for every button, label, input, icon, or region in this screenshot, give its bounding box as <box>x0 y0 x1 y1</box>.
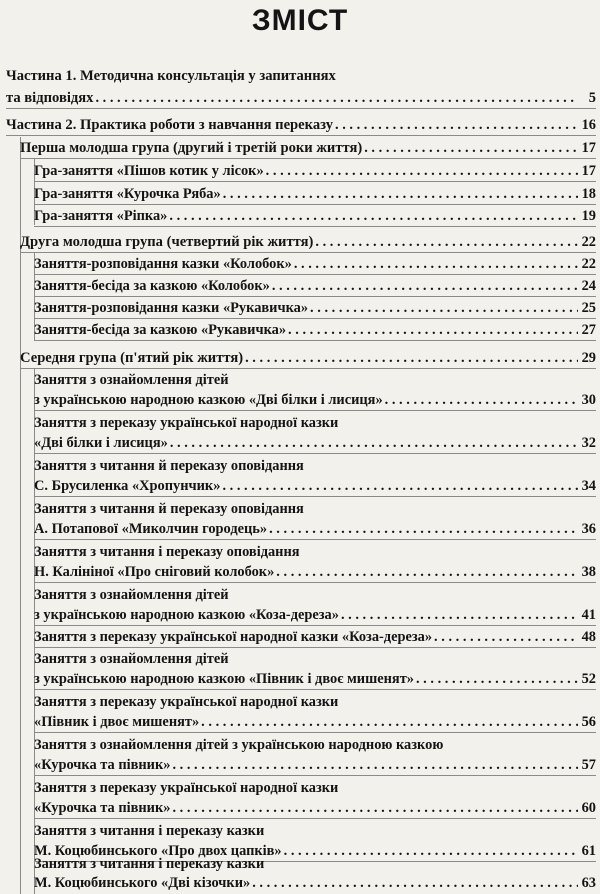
toc-entry-line1: Заняття з читання й переказу оповідання <box>34 458 304 474</box>
toc-entry-group[interactable]: Друга молодша група (четвертий рік життя) . . . 22 <box>20 231 596 253</box>
toc-entry-part1-line1[interactable]: Частина 1. Методична консультація у запитаннях <box>6 68 336 84</box>
toc-entry[interactable]: Заняття-бесіда за казкою «Колобок» . . . 24 <box>34 275 596 297</box>
dot-leader <box>434 626 578 647</box>
dot-leader <box>266 160 578 181</box>
dot-leader <box>172 797 578 818</box>
dot-leader <box>95 87 578 108</box>
toc-entry-line1: Заняття з ознайомлення дітей <box>34 587 229 603</box>
dot-leader <box>310 297 578 318</box>
dot-leader <box>272 275 578 296</box>
dot-leader <box>169 205 578 226</box>
toc-entry[interactable]: Гра-заняття «Пішов котик у лісок» . . . 17 <box>34 160 596 182</box>
toc-entry[interactable]: «Курочка та півник» . . . 57 <box>34 754 596 776</box>
toc-entry[interactable]: Н. Калініної «Про сніговий колобок» . . . 38 <box>34 561 596 583</box>
toc-entry[interactable]: Заняття-розповідання казки «Колобок» . . . 22 <box>34 253 596 275</box>
toc-entry-line1: Заняття з читання і переказу казки <box>34 856 265 872</box>
toc-entry[interactable]: з українською народною казкою «Півник і двоє мишенят» . . . 52 <box>34 668 596 690</box>
toc-entry[interactable]: М. Коцюбинського «Про двох цапків» . . . 61 <box>34 840 596 862</box>
toc-entry-line1: Заняття з читання і переказу оповідання <box>34 544 300 560</box>
dot-leader <box>364 137 578 158</box>
dot-leader <box>223 183 578 204</box>
toc-entry[interactable]: «Курочка та півник» . . . 60 <box>34 797 596 819</box>
toc-entry[interactable]: «Дві білки і лисиця» . . . 32 <box>34 432 596 454</box>
toc-entry[interactable]: Заняття-бесіда за казкою «Рукавичка» . . . 27 <box>34 319 596 341</box>
toc-entry[interactable]: А. Потапової «Миколчин городець» . . . 36 <box>34 518 596 540</box>
toc-entry[interactable]: з українською народною казкою «Дві білки і лисиця» . . . 30 <box>34 389 596 411</box>
toc-entry-line1: Заняття з ознайомлення дітей з українською народною казкою <box>34 737 444 753</box>
toc-entry-line1: Заняття з ознайомлення дітей <box>34 372 229 388</box>
dot-leader <box>201 711 578 732</box>
dot-leader <box>341 604 578 625</box>
toc-entry[interactable]: «Півник і двоє мишенят» . . . 56 <box>34 711 596 733</box>
toc-entry-line1: Заняття з ознайомлення дітей <box>34 651 229 667</box>
toc-entry[interactable]: Заняття з переказу української народної казки «Коза-дереза» . . . 48 <box>34 626 596 648</box>
dot-leader <box>170 432 578 453</box>
toc-entry-line1: Заняття з читання й переказу оповідання <box>34 501 304 517</box>
dot-leader <box>315 231 578 252</box>
toc-entry[interactable]: М. Коцюбинського «Дві кізочки» . . . 63 <box>34 872 596 894</box>
toc-entry[interactable]: Заняття-розповідання казки «Рукавичка» . . . 25 <box>34 297 596 319</box>
toc-entry-line1: Заняття з переказу української народної казки <box>34 780 339 796</box>
dot-leader <box>288 319 578 340</box>
toc-entry-line1: Заняття з переказу української народної казки <box>34 415 339 431</box>
dot-leader <box>385 389 578 410</box>
dot-leader <box>335 114 578 135</box>
dot-leader <box>269 518 578 539</box>
toc-entry-line1: Заняття з читання і переказу казки <box>34 823 265 839</box>
toc-entry-part2[interactable]: Частина 2. Практика роботи з навчання переказу . . . 16 <box>6 114 596 136</box>
dot-leader <box>294 253 578 274</box>
page-title: ЗМІСТ <box>251 4 349 37</box>
toc-entry[interactable]: Гра-заняття «Курочка Ряба» . . . 18 <box>34 183 596 205</box>
toc-entry[interactable]: з українською народною казкою «Коза-дереза» . . . 41 <box>34 604 596 626</box>
toc-entry-part1[interactable]: та відповідях . . . 5 <box>6 87 596 109</box>
dot-leader <box>276 561 578 582</box>
dot-leader <box>222 475 578 496</box>
dot-leader <box>252 872 578 894</box>
dot-leader <box>245 347 578 368</box>
toc-entry-group[interactable]: Середня група (п'ятий рік життя) . . . 29 <box>20 347 596 369</box>
toc-entry[interactable]: С. Брусиленка «Хропунчик» . . . 34 <box>34 475 596 497</box>
dot-leader <box>416 668 578 689</box>
toc-entry[interactable]: Гра-заняття «Ріпка» . . . 19 <box>34 205 596 227</box>
toc-entry-line1: Заняття з переказу української народної казки <box>34 694 339 710</box>
toc-entry-group[interactable]: Перша молодша група (другий і третій роки життя) . . . 17 <box>20 137 596 159</box>
dot-leader <box>172 754 578 775</box>
